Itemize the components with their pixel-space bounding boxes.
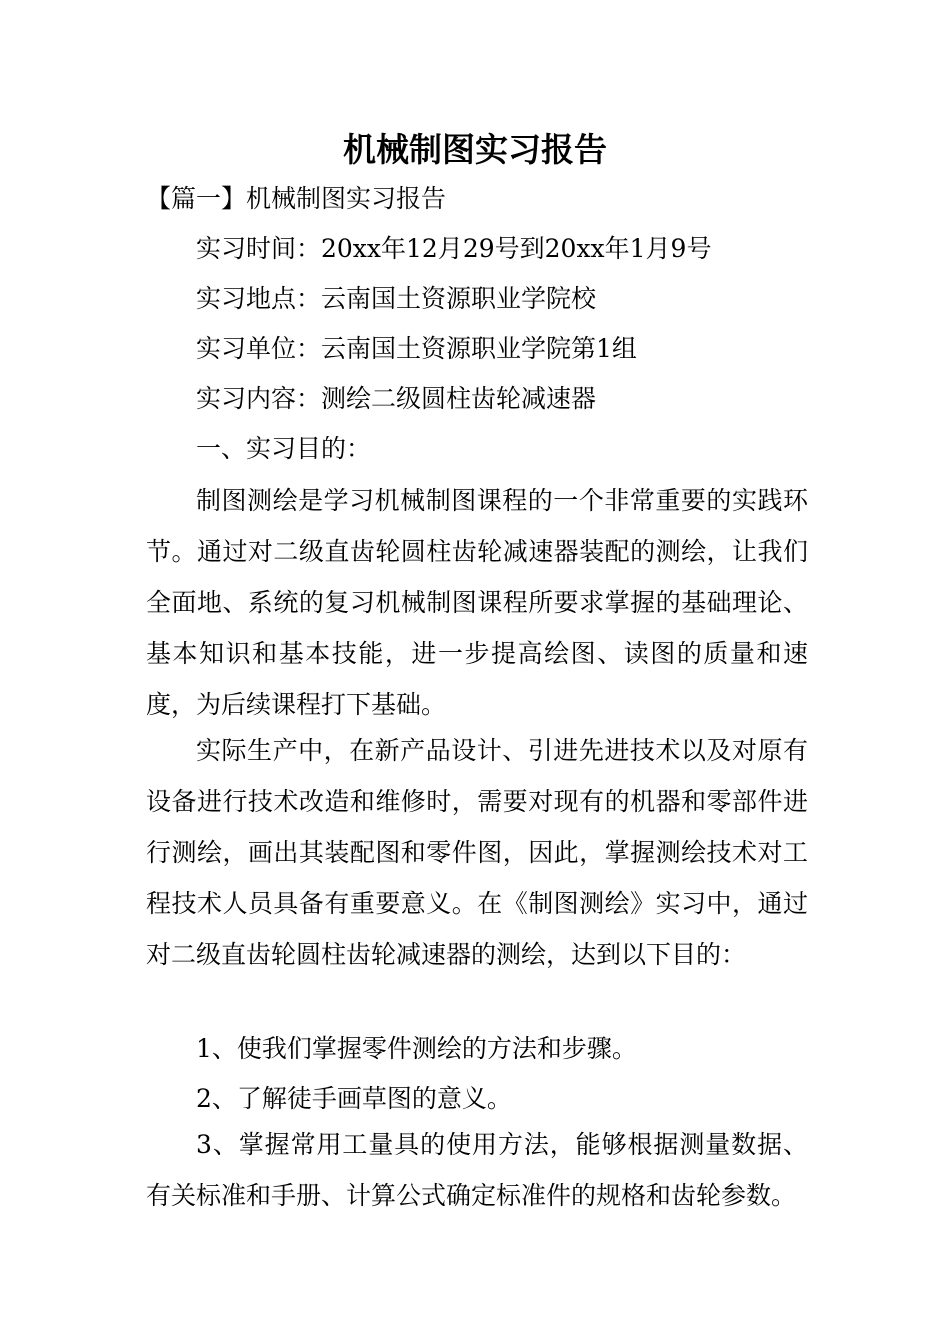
section-heading: 【篇一】机械制图实习报告: [146, 184, 447, 213]
list-item-3: 3、掌握常用工量具的使用方法，能够根据测量数据、有关标准和手册、计算公式确定标准件的规格和齿轮参数。: [146, 1130, 808, 1210]
paragraph-1: 制图测绘是学习机械制图课程的一个非常重要的实践环节。通过对二级直齿轮圆柱齿轮减速器装配的测绘，让我们全面地、系统的复习机械制图课程所要求掌握的基础理论、基本知识和基本技能，进一步提高绘图、读图的质量和速度，为后续课程打下基础。: [146, 486, 808, 719]
list-item-2: 2、了解徒手画草图的意义。: [196, 1084, 512, 1113]
info-content: 实习内容：测绘二级圆柱齿轮减速器: [196, 384, 597, 413]
info-location: 实习地点：云南国土资源职业学院校: [196, 284, 597, 313]
paragraph-2: 实际生产中，在新产品设计、引进先进技术以及对原有设备进行技术改造和维修时，需要对现有的机器和零部件进行测绘，画出其装配图和零件图，因此，掌握测绘技术对工程技术人员具备有重要意义。在《制图测绘》实习中，通过对二级直齿轮圆柱齿轮减速器的测绘，达到以下目的：: [146, 736, 808, 969]
info-time: 实习时间：20xx年12月29号到20xx年1月9号: [196, 234, 712, 263]
info-unit: 实习单位：云南国土资源职业学院第1组: [196, 334, 637, 363]
document-title: 机械制图实习报告: [343, 130, 607, 169]
list-item-1: 1、使我们掌握零件测绘的方法和步骤。: [196, 1034, 637, 1063]
purpose-heading: 一、实习目的：: [196, 434, 372, 463]
